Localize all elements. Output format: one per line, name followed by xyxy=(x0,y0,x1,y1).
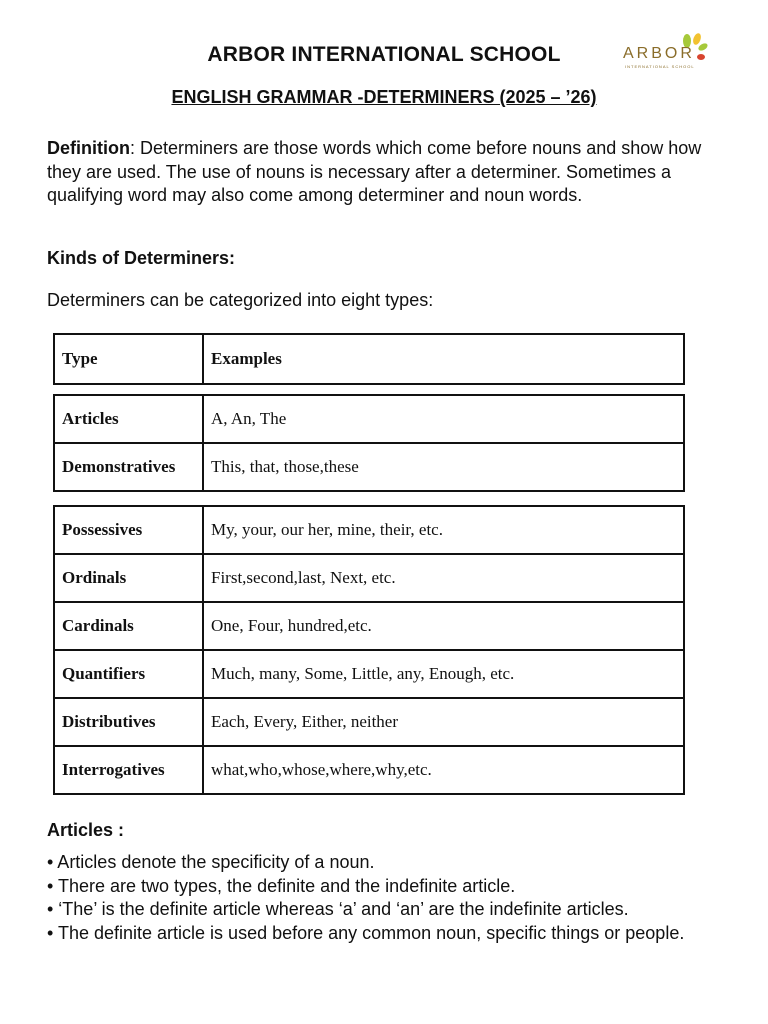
examples-cell: Each, Every, Either, neither xyxy=(203,698,684,746)
definition-text: : Determiners are those words which come before nouns and show how they are used. The use of nouns is necessary after a determiner. Sometimes a qualifying word may also come among determiner and noun words. xyxy=(47,138,702,205)
header-type: Type xyxy=(54,334,203,384)
table-row xyxy=(54,602,684,650)
type-cell: Demonstratives xyxy=(54,443,203,491)
kinds-intro: Determiners can be categorized into eight types: xyxy=(47,290,434,310)
logo-subtext: INTERNATIONAL SCHOOL xyxy=(625,64,695,69)
type-cell: Distributives xyxy=(54,698,203,746)
articles-heading: Articles : xyxy=(47,820,125,840)
examples-cell: One, Four, hundred,etc. xyxy=(203,602,684,650)
definition-paragraph xyxy=(47,137,727,208)
document-title: ENGLISH GRAMMAR -DETERMINERS (2025 – ’26) xyxy=(171,87,597,107)
determiners-table-header xyxy=(53,333,685,385)
kinds-heading: Kinds of Determiners: xyxy=(47,248,236,268)
table-row xyxy=(54,506,684,554)
determiners-table-part-2 xyxy=(53,394,685,492)
type-cell: Articles xyxy=(54,395,203,443)
examples-cell: Much, many, Some, Little, any, Enough, etc. xyxy=(203,650,684,698)
examples-cell: A, An, The xyxy=(203,395,684,443)
header-examples: Examples xyxy=(203,334,684,384)
list-item: • Articles denote the specificity of a noun. xyxy=(47,852,375,872)
list-item: • The definite article is used before any common noun, specific things or people. xyxy=(47,922,685,943)
table-header-row xyxy=(54,334,684,384)
table-row xyxy=(54,443,684,491)
logo-text: ARBOR xyxy=(623,45,695,62)
type-cell: Interrogatives xyxy=(54,746,203,794)
examples-cell: This, that, those,these xyxy=(203,443,684,491)
type-cell: Quantifiers xyxy=(54,650,203,698)
list-item: • There are two types, the definite and the indefinite article. xyxy=(47,875,516,896)
examples-cell: what,who,whose,where,why,etc. xyxy=(203,746,684,794)
table-row xyxy=(54,554,684,602)
school-name: ARBOR INTERNATIONAL SCHOOL xyxy=(207,43,561,66)
determiners-table-part-3 xyxy=(53,505,685,795)
examples-cell: My, your, our her, mine, their, etc. xyxy=(203,506,684,554)
list-item: • ‘The’ is the definite article whereas ‘a’ and ‘an’ are the indefinite articles. xyxy=(47,899,629,919)
school-logo xyxy=(619,33,711,73)
type-cell: Ordinals xyxy=(54,554,203,602)
articles-bullet-list xyxy=(47,851,727,945)
type-cell: Possessives xyxy=(54,506,203,554)
table-row xyxy=(54,746,684,794)
table-row xyxy=(54,698,684,746)
type-cell: Cardinals xyxy=(54,602,203,650)
table-row xyxy=(54,650,684,698)
table-row xyxy=(54,395,684,443)
examples-cell: First,second,last, Next, etc. xyxy=(203,554,684,602)
definition-label: Definition xyxy=(47,138,130,158)
